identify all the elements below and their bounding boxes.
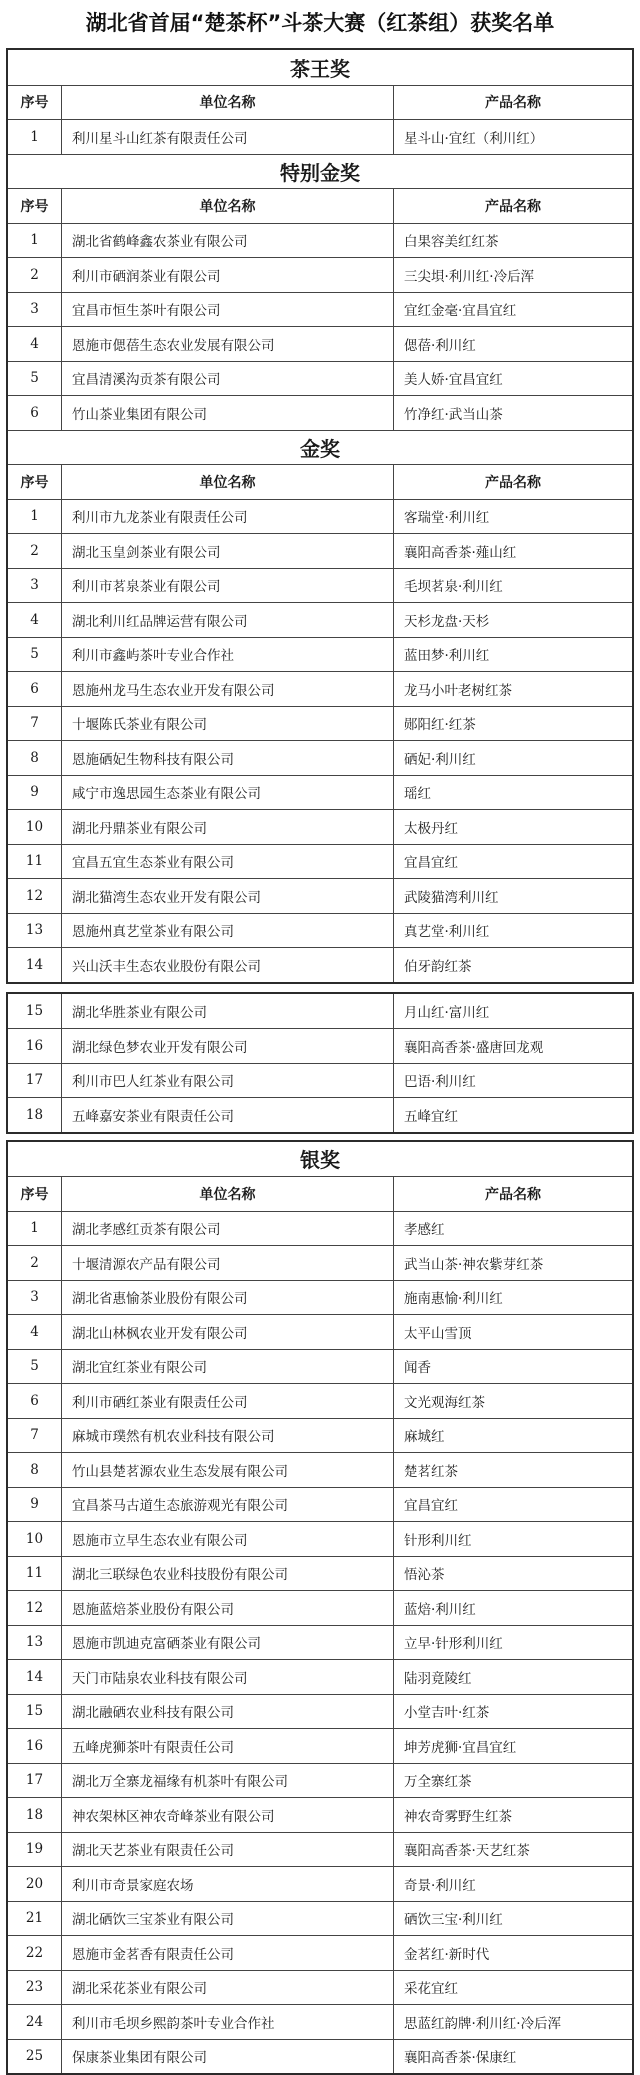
row-unit: 利川市奇景家庭农场 bbox=[62, 1867, 394, 1901]
table-row bbox=[8, 671, 632, 706]
row-unit: 湖北丹鼎茶业有限公司 bbox=[62, 810, 394, 844]
table-row bbox=[8, 1349, 632, 1384]
row-seq: 9 bbox=[8, 1488, 62, 1522]
row-product: 孝感红 bbox=[394, 1212, 632, 1246]
row-product: 美人娇·宜昌宜红 bbox=[394, 362, 632, 396]
row-seq: 7 bbox=[8, 1419, 62, 1453]
row-unit: 宜昌五宜生态茶业有限公司 bbox=[62, 845, 394, 879]
row-unit: 利川市毛坝乡熙韵茶叶专业合作社 bbox=[62, 2005, 394, 2039]
table-row bbox=[8, 1901, 632, 1936]
row-unit: 湖北采花茶业有限公司 bbox=[62, 1971, 394, 2005]
row-seq: 12 bbox=[8, 879, 62, 913]
row-unit: 湖北省惠愉茶业股份有限公司 bbox=[62, 1281, 394, 1315]
row-unit: 十堰清源农产品有限公司 bbox=[62, 1246, 394, 1280]
table-row bbox=[8, 361, 632, 396]
table-row bbox=[8, 637, 632, 672]
row-unit: 湖北天艺茶业有限责任公司 bbox=[62, 1833, 394, 1867]
table-header-row bbox=[8, 1176, 632, 1211]
row-unit: 恩施蓝焙茶业股份有限公司 bbox=[62, 1591, 394, 1625]
row-seq: 9 bbox=[8, 776, 62, 810]
row-product: 金茗红·新时代 bbox=[394, 1936, 632, 1970]
row-product: 小堂吉叶·红茶 bbox=[394, 1695, 632, 1729]
row-product: 立早·针形利川红 bbox=[394, 1626, 632, 1660]
row-product: 楚茗红茶 bbox=[394, 1453, 632, 1487]
row-unit: 湖北硒饮三宝茶业有限公司 bbox=[62, 1902, 394, 1936]
header-product: 产品名称 bbox=[394, 1177, 632, 1211]
header-product: 产品名称 bbox=[394, 86, 632, 120]
table-row bbox=[8, 1659, 632, 1694]
row-unit: 十堰陈氏茶业有限公司 bbox=[62, 707, 394, 741]
table-row bbox=[8, 1245, 632, 1280]
table-row bbox=[8, 1418, 632, 1453]
table-header-row bbox=[8, 188, 632, 223]
row-seq: 22 bbox=[8, 1936, 62, 1970]
header-product: 产品名称 bbox=[394, 465, 632, 499]
table-row bbox=[8, 119, 632, 154]
row-seq: 15 bbox=[8, 1695, 62, 1729]
row-unit: 利川星斗山红茶有限责任公司 bbox=[62, 120, 394, 154]
row-seq: 3 bbox=[8, 293, 62, 327]
table-row bbox=[8, 1694, 632, 1729]
row-unit: 恩施硒妃生物科技有限公司 bbox=[62, 741, 394, 775]
table-row bbox=[8, 1028, 632, 1063]
table-row bbox=[8, 706, 632, 741]
row-product: 武当山茶·神农紫芽红茶 bbox=[394, 1246, 632, 1280]
row-product: 蓝田梦·利川红 bbox=[394, 638, 632, 672]
row-product: 武陵猫湾利川红 bbox=[394, 879, 632, 913]
row-seq: 2 bbox=[8, 534, 62, 568]
award-table bbox=[6, 48, 634, 984]
table-row bbox=[8, 947, 632, 982]
row-unit: 利川市九龙茶业有限责任公司 bbox=[62, 500, 394, 534]
table-row bbox=[8, 1625, 632, 1660]
row-product: 瑶红 bbox=[394, 776, 632, 810]
row-unit: 利川市硒红茶业有限责任公司 bbox=[62, 1384, 394, 1418]
row-seq: 23 bbox=[8, 1971, 62, 2005]
row-product: 蓝焙·利川红 bbox=[394, 1591, 632, 1625]
row-unit: 兴山沃丰生态农业股份有限公司 bbox=[62, 948, 394, 982]
row-seq: 18 bbox=[8, 1098, 62, 1132]
row-unit: 湖北融硒农业科技有限公司 bbox=[62, 1695, 394, 1729]
table-row bbox=[8, 1521, 632, 1556]
row-product: 偲蓓·利川红 bbox=[394, 327, 632, 361]
row-seq: 6 bbox=[8, 396, 62, 430]
row-unit: 天门市陆泉农业科技有限公司 bbox=[62, 1660, 394, 1694]
row-unit: 神农架林区神农奇峰茶业有限公司 bbox=[62, 1798, 394, 1832]
row-product: 三尖垻·利川红·冷后浑 bbox=[394, 258, 632, 292]
row-seq: 4 bbox=[8, 603, 62, 637]
row-unit: 恩施市立早生态农业有限公司 bbox=[62, 1522, 394, 1556]
row-seq: 20 bbox=[8, 1867, 62, 1901]
table-row bbox=[8, 499, 632, 534]
table-row bbox=[8, 1097, 632, 1132]
row-unit: 五峰嘉安茶业有限责任公司 bbox=[62, 1098, 394, 1132]
table-row bbox=[8, 1797, 632, 1832]
row-unit: 宜昌市恒生茶叶有限公司 bbox=[62, 293, 394, 327]
table-row bbox=[8, 844, 632, 879]
row-seq: 6 bbox=[8, 1384, 62, 1418]
row-product: 硒饮三宝·利川红 bbox=[394, 1902, 632, 1936]
section-title: 茶王奖 bbox=[8, 50, 632, 85]
row-seq: 10 bbox=[8, 1522, 62, 1556]
row-unit: 湖北山林枫农业开发有限公司 bbox=[62, 1315, 394, 1349]
row-product: 奇景·利川红 bbox=[394, 1867, 632, 1901]
row-unit: 湖北华胜茶业有限公司 bbox=[62, 994, 394, 1029]
row-product: 襄阳高香茶·保康红 bbox=[394, 2040, 632, 2074]
row-product: 巴语·利川红 bbox=[394, 1064, 632, 1098]
row-product: 白果容美红红茶 bbox=[394, 224, 632, 258]
row-unit: 恩施市凯迪克富硒茶业有限公司 bbox=[62, 1626, 394, 1660]
row-unit: 五峰虎狮茶叶有限责任公司 bbox=[62, 1729, 394, 1763]
row-product: 郧阳红·红茶 bbox=[394, 707, 632, 741]
header-product: 产品名称 bbox=[394, 189, 632, 223]
table-row bbox=[8, 1935, 632, 1970]
row-product: 太极丹红 bbox=[394, 810, 632, 844]
row-unit: 湖北猫湾生态农业开发有限公司 bbox=[62, 879, 394, 913]
table-row bbox=[8, 1866, 632, 1901]
row-product: 采花宜红 bbox=[394, 1971, 632, 2005]
row-unit: 湖北利川红品牌运营有限公司 bbox=[62, 603, 394, 637]
row-unit: 咸宁市逸思园生态茶业有限公司 bbox=[62, 776, 394, 810]
table-row bbox=[8, 1728, 632, 1763]
table-row bbox=[8, 1970, 632, 2005]
table-row bbox=[8, 1063, 632, 1098]
table-row bbox=[8, 913, 632, 948]
row-unit: 恩施市偲蓓生态农业发展有限公司 bbox=[62, 327, 394, 361]
row-product: 宜红金毫·宜昌宜红 bbox=[394, 293, 632, 327]
row-unit: 保康茶业集团有限公司 bbox=[62, 2040, 394, 2074]
row-product: 神农奇雾野生红茶 bbox=[394, 1798, 632, 1832]
table-row bbox=[8, 568, 632, 603]
row-unit: 利川市茗泉茶业有限公司 bbox=[62, 569, 394, 603]
row-seq: 5 bbox=[8, 362, 62, 396]
header-seq: 序号 bbox=[8, 189, 62, 223]
row-seq: 18 bbox=[8, 1798, 62, 1832]
row-unit: 湖北三联绿色农业科技股份有限公司 bbox=[62, 1557, 394, 1591]
row-unit: 恩施州真艺堂茶业有限公司 bbox=[62, 914, 394, 948]
row-product: 真艺堂·利川红 bbox=[394, 914, 632, 948]
row-product: 襄阳高香茶·薤山红 bbox=[394, 534, 632, 568]
row-unit: 宜昌茶马古道生态旅游观光有限公司 bbox=[62, 1488, 394, 1522]
row-unit: 麻城市璞然有机农业科技有限公司 bbox=[62, 1419, 394, 1453]
table-row bbox=[8, 2004, 632, 2039]
row-seq: 1 bbox=[8, 120, 62, 154]
row-seq: 11 bbox=[8, 1557, 62, 1591]
row-product: 硒妃·利川红 bbox=[394, 741, 632, 775]
header-unit: 单位名称 bbox=[62, 86, 394, 120]
row-seq: 19 bbox=[8, 1833, 62, 1867]
table-row bbox=[8, 809, 632, 844]
row-seq: 8 bbox=[8, 1453, 62, 1487]
header-seq: 序号 bbox=[8, 465, 62, 499]
table-row bbox=[8, 994, 632, 1029]
row-product: 万全寨红茶 bbox=[394, 1764, 632, 1798]
row-product: 陆羽竟陵红 bbox=[394, 1660, 632, 1694]
page-title: 湖北省首届“楚茶杯”斗茶大赛（红茶组）获奖名单 bbox=[0, 0, 640, 46]
table-row bbox=[8, 2039, 632, 2074]
row-product: 竹净红·武当山茶 bbox=[394, 396, 632, 430]
row-seq: 1 bbox=[8, 224, 62, 258]
table-row bbox=[8, 223, 632, 258]
table-row bbox=[8, 1590, 632, 1625]
row-seq: 17 bbox=[8, 1764, 62, 1798]
row-seq: 25 bbox=[8, 2040, 62, 2074]
table-header-row bbox=[8, 85, 632, 120]
row-seq: 10 bbox=[8, 810, 62, 844]
row-seq: 3 bbox=[8, 569, 62, 603]
table-row bbox=[8, 1211, 632, 1246]
row-seq: 16 bbox=[8, 1729, 62, 1763]
table-row bbox=[8, 257, 632, 292]
row-seq: 2 bbox=[8, 1246, 62, 1280]
row-seq: 13 bbox=[8, 1626, 62, 1660]
award-table bbox=[6, 992, 634, 1134]
row-seq: 5 bbox=[8, 1350, 62, 1384]
row-seq: 2 bbox=[8, 258, 62, 292]
row-product: 文光观海红茶 bbox=[394, 1384, 632, 1418]
row-product: 客瑞堂·利川红 bbox=[394, 500, 632, 534]
table-row bbox=[8, 533, 632, 568]
table-row bbox=[8, 326, 632, 361]
table-row bbox=[8, 1452, 632, 1487]
row-product: 坤芳虎狮·宜昌宜红 bbox=[394, 1729, 632, 1763]
row-product: 宜昌宜红 bbox=[394, 1488, 632, 1522]
header-unit: 单位名称 bbox=[62, 189, 394, 223]
row-seq: 17 bbox=[8, 1064, 62, 1098]
row-product: 施南惠愉·利川红 bbox=[394, 1281, 632, 1315]
row-product: 五峰宜红 bbox=[394, 1098, 632, 1132]
row-unit: 湖北绿色梦农业开发有限公司 bbox=[62, 1029, 394, 1063]
section-title: 银奖 bbox=[8, 1142, 632, 1177]
row-product: 悟沁茶 bbox=[394, 1557, 632, 1591]
row-product: 襄阳高香茶·盛唐回龙观 bbox=[394, 1029, 632, 1063]
row-product: 襄阳高香茶·天艺红茶 bbox=[394, 1833, 632, 1867]
table-row bbox=[8, 602, 632, 637]
row-seq: 5 bbox=[8, 638, 62, 672]
table-row bbox=[8, 1832, 632, 1867]
row-product: 思蓝红韵牌·利川红·冷后浑 bbox=[394, 2005, 632, 2039]
row-unit: 湖北省鹤峰鑫农茶业有限公司 bbox=[62, 224, 394, 258]
row-seq: 1 bbox=[8, 1212, 62, 1246]
row-product: 伯牙韵红茶 bbox=[394, 948, 632, 982]
row-seq: 14 bbox=[8, 1660, 62, 1694]
row-product: 月山红·富川红 bbox=[394, 994, 632, 1029]
row-product: 闻香 bbox=[394, 1350, 632, 1384]
row-seq: 6 bbox=[8, 672, 62, 706]
row-product: 针形利川红 bbox=[394, 1522, 632, 1556]
table-row bbox=[8, 1280, 632, 1315]
header-seq: 序号 bbox=[8, 1177, 62, 1211]
row-seq: 1 bbox=[8, 500, 62, 534]
section-title: 特别金奖 bbox=[8, 154, 632, 189]
table-row bbox=[8, 775, 632, 810]
row-unit: 湖北宜红茶业有限公司 bbox=[62, 1350, 394, 1384]
row-unit: 利川市硒润茶业有限公司 bbox=[62, 258, 394, 292]
row-unit: 恩施州龙马生态农业开发有限公司 bbox=[62, 672, 394, 706]
table-row bbox=[8, 1383, 632, 1418]
row-unit: 宜昌清溪沟贡茶有限公司 bbox=[62, 362, 394, 396]
table-row bbox=[8, 395, 632, 430]
table-row bbox=[8, 1763, 632, 1798]
table-row bbox=[8, 1314, 632, 1349]
row-unit: 竹山茶业集团有限公司 bbox=[62, 396, 394, 430]
row-unit: 竹山县楚茗源农业生态发展有限公司 bbox=[62, 1453, 394, 1487]
table-row bbox=[8, 292, 632, 327]
table-row bbox=[8, 1487, 632, 1522]
row-seq: 3 bbox=[8, 1281, 62, 1315]
award-table bbox=[6, 1140, 634, 2075]
row-unit: 利川市鑫屿茶叶专业合作社 bbox=[62, 638, 394, 672]
header-unit: 单位名称 bbox=[62, 465, 394, 499]
row-unit: 恩施市金茗香有限责任公司 bbox=[62, 1936, 394, 1970]
row-product: 星斗山·宜红（利川红） bbox=[394, 120, 632, 154]
row-seq: 15 bbox=[8, 994, 62, 1029]
row-seq: 4 bbox=[8, 1315, 62, 1349]
table-row bbox=[8, 878, 632, 913]
row-seq: 8 bbox=[8, 741, 62, 775]
row-seq: 12 bbox=[8, 1591, 62, 1625]
row-seq: 13 bbox=[8, 914, 62, 948]
row-unit: 湖北万全寨龙福缘有机茶叶有限公司 bbox=[62, 1764, 394, 1798]
row-seq: 14 bbox=[8, 948, 62, 982]
row-seq: 21 bbox=[8, 1902, 62, 1936]
header-seq: 序号 bbox=[8, 86, 62, 120]
row-seq: 16 bbox=[8, 1029, 62, 1063]
row-seq: 4 bbox=[8, 327, 62, 361]
row-seq: 7 bbox=[8, 707, 62, 741]
section-title: 金奖 bbox=[8, 430, 632, 465]
row-product: 宜昌宜红 bbox=[394, 845, 632, 879]
header-unit: 单位名称 bbox=[62, 1177, 394, 1211]
row-unit: 湖北孝感红贡茶有限公司 bbox=[62, 1212, 394, 1246]
table-row bbox=[8, 1556, 632, 1591]
table-row bbox=[8, 740, 632, 775]
row-product: 龙马小叶老树红茶 bbox=[394, 672, 632, 706]
row-product: 太平山雪顶 bbox=[394, 1315, 632, 1349]
row-seq: 11 bbox=[8, 845, 62, 879]
table-header-row bbox=[8, 464, 632, 499]
row-product: 天杉龙盘·天杉 bbox=[394, 603, 632, 637]
row-product: 毛坝茗泉·利川红 bbox=[394, 569, 632, 603]
row-unit: 湖北玉皇剑茶业有限公司 bbox=[62, 534, 394, 568]
row-product: 麻城红 bbox=[394, 1419, 632, 1453]
row-unit: 利川市巴人红茶业有限公司 bbox=[62, 1064, 394, 1098]
row-seq: 24 bbox=[8, 2005, 62, 2039]
